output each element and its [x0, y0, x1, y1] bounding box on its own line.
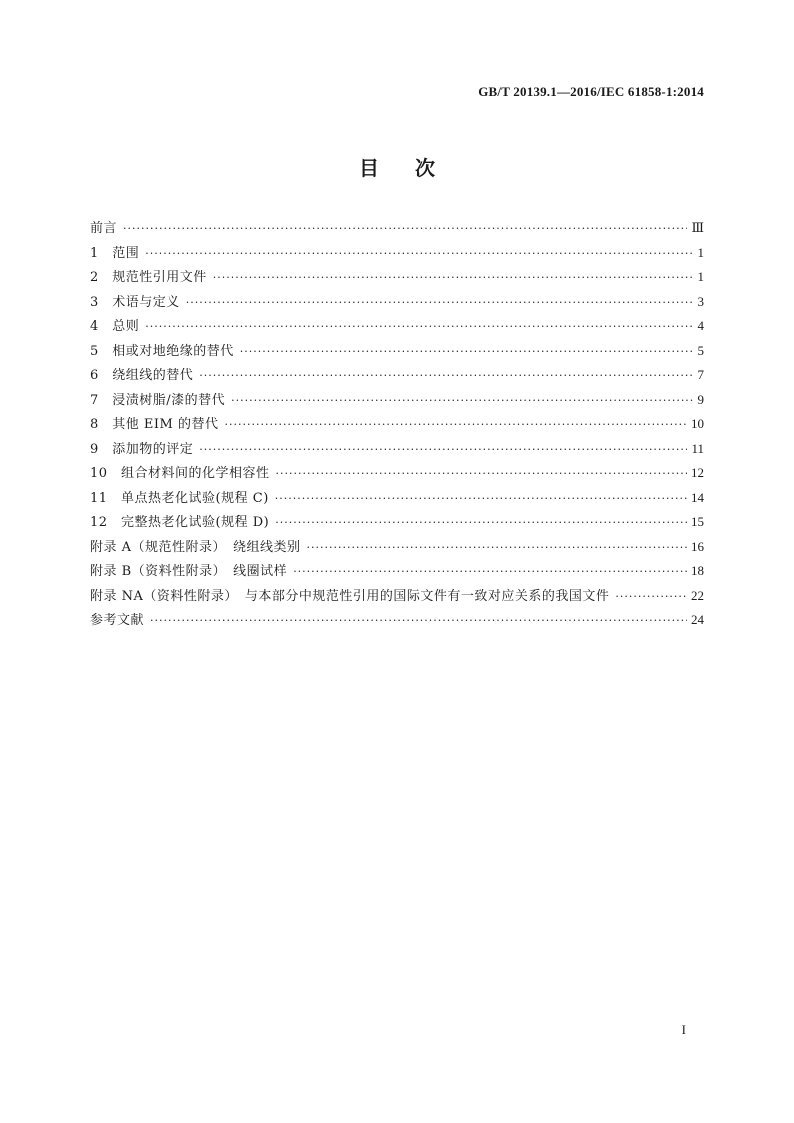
toc-entry[interactable]	[90, 461, 704, 486]
toc-entry[interactable]	[90, 486, 704, 511]
toc-entry-label: 6 绕组线的替代	[90, 368, 194, 383]
standard-code-header: GB/T 20139.1—2016/IEC 61858-1:2014	[478, 84, 704, 99]
toc-entry-label: 9 添加物的评定	[90, 441, 194, 457]
toc-entry-label: 7 浸渍树脂/漆的替代	[90, 392, 226, 408]
toc-entry[interactable]	[90, 216, 704, 241]
toc-leader-dots	[186, 291, 694, 316]
toc-entry[interactable]	[90, 290, 704, 315]
toc-entry-label: 2 规范性引用文件	[90, 270, 207, 285]
toc-leader-dots	[240, 340, 694, 365]
toc-leader-dots	[145, 242, 693, 267]
toc-entry-page: 14	[691, 489, 704, 505]
toc-entry-page: 12	[691, 465, 704, 480]
toc-leader-dots	[275, 511, 687, 536]
toc-entry[interactable]	[90, 241, 704, 266]
toc-entry-label: 8 其他 EIM 的替代	[90, 417, 219, 432]
toc-entry-page: 22	[691, 587, 704, 603]
toc-entry-page: 7	[697, 367, 704, 382]
toc-leader-dots	[199, 364, 693, 389]
toc-entry-page: 1	[697, 244, 704, 260]
toc-entry-label: 4 总则	[90, 319, 140, 334]
toc-entry[interactable]	[90, 510, 704, 535]
toc-leader-dots	[224, 413, 687, 438]
toc-entry[interactable]	[90, 412, 704, 437]
toc-entry-label: 1 范围	[90, 245, 140, 261]
toc-entry-label: 11 单点热老化试验(规程 C)	[90, 490, 269, 506]
toc-entry[interactable]	[90, 265, 704, 290]
toc-entry-page: 11	[691, 440, 704, 456]
toc-entry[interactable]	[90, 584, 704, 609]
toc-leader-dots	[275, 487, 687, 512]
toc-entry-label: 10 组合材料间的化学相容性	[90, 466, 270, 481]
toc-entry-label: 前言	[90, 221, 118, 236]
toc-leader-dots	[276, 462, 687, 487]
toc-entry-label: 3 术语与定义	[90, 294, 180, 310]
toc-entry[interactable]	[90, 559, 704, 584]
toc-leader-dots	[307, 536, 687, 561]
toc-entry-page: 4	[697, 318, 704, 333]
toc-leader-dots	[615, 585, 687, 610]
toc-entry-label: 12 完整热老化试验(规程 D)	[90, 515, 270, 530]
toc-entry[interactable]	[90, 388, 704, 413]
toc-entry[interactable]	[90, 339, 704, 364]
toc-leader-dots	[231, 389, 693, 414]
toc-leader-dots	[293, 560, 687, 585]
toc-entry-page: 18	[691, 563, 704, 578]
toc-entry[interactable]	[90, 314, 704, 339]
toc-entry-page: 16	[691, 538, 704, 554]
toc-entry[interactable]	[90, 363, 704, 388]
toc-entry[interactable]	[90, 608, 704, 633]
toc-entry-page: 10	[691, 416, 704, 431]
toc-entry-label: 附录 B（资料性附录） 线圈试样	[90, 564, 288, 579]
toc-leader-dots	[145, 315, 693, 340]
toc-entry-page: 1	[697, 269, 704, 284]
toc-entry-page: 5	[697, 342, 704, 358]
page-number: I	[681, 1022, 686, 1037]
toc-entry-page: 9	[697, 391, 704, 407]
toc-entry[interactable]	[90, 437, 704, 462]
toc-entry-label: 附录 NA（资料性附录） 与本部分中规范性引用的国际文件有一致对应关系的我国文件	[90, 588, 610, 604]
toc-entry-label: 参考文献	[90, 613, 145, 628]
toc-entry-page: 24	[691, 612, 704, 627]
toc-leader-dots	[199, 438, 687, 463]
toc-leader-dots	[150, 609, 687, 634]
toc-entry-label: 附录 A（规范性附录） 绕组线类别	[90, 539, 301, 555]
table-of-contents	[90, 216, 704, 633]
toc-entry[interactable]	[90, 535, 704, 560]
toc-entry-page: 15	[691, 514, 704, 529]
toc-entry-page: Ⅲ	[691, 220, 704, 235]
toc-entry-label: 5 相或对地绝缘的替代	[90, 343, 234, 359]
toc-leader-dots	[123, 217, 687, 242]
toc-leader-dots	[213, 266, 694, 291]
toc-entry-page: 3	[697, 293, 704, 309]
page-title: 目次	[359, 156, 471, 180]
